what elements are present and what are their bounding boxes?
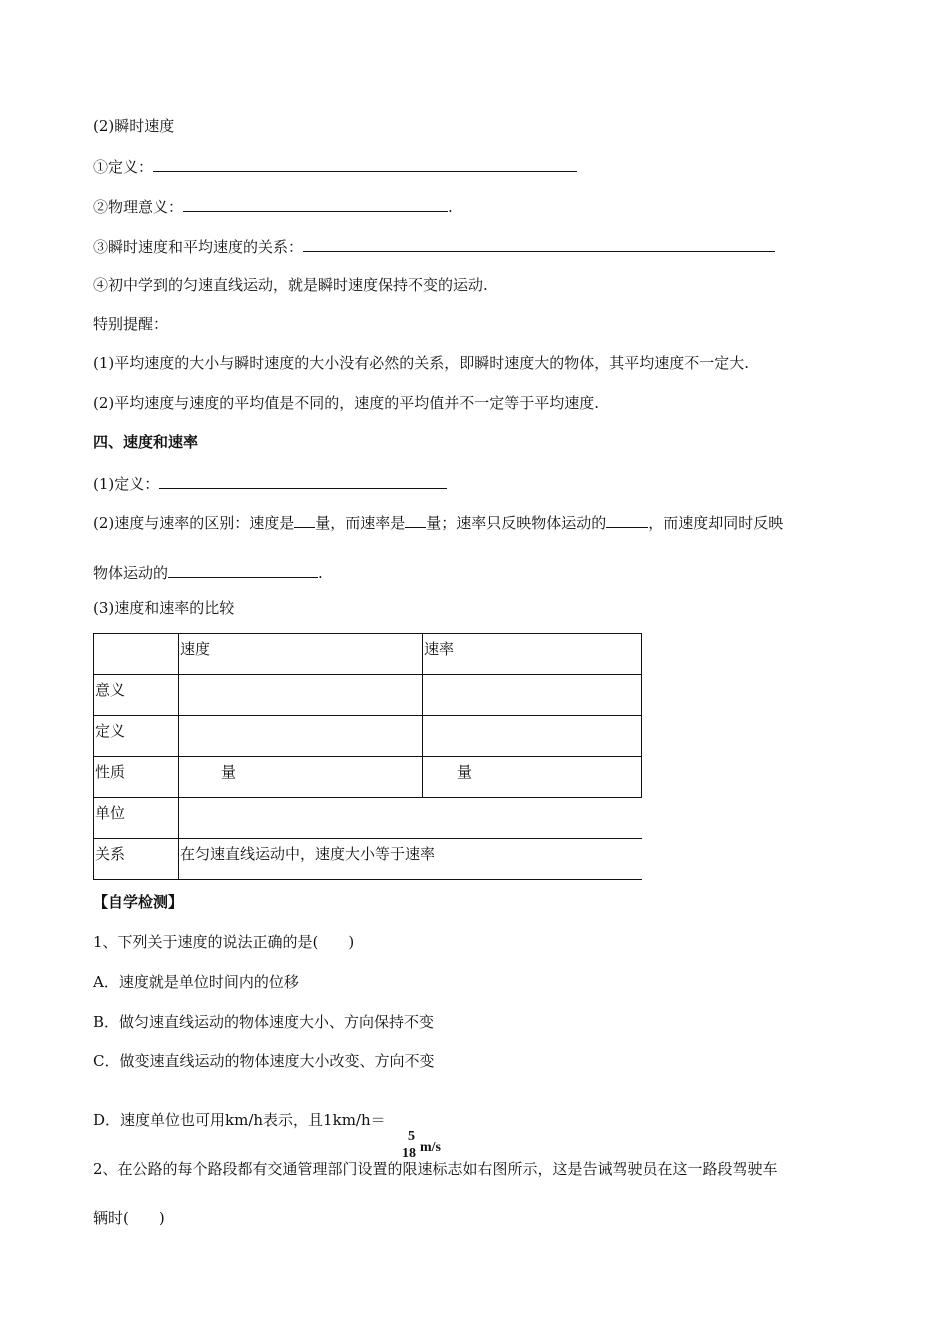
reminder-item-2: (2)平均速度与速度的平均值是不同的，速度的平均值并不一定等于平均速度. — [93, 394, 600, 412]
comparison-table — [93, 633, 642, 880]
definition-label: ①定义： — [93, 158, 154, 176]
question-2: 2、在公路的每个路段都有交通管理部门设置的限速标志如右图所示，这是告诫驾驶员在这一路段驾驶车 — [93, 1160, 778, 1178]
difference-text-d: ，而速度却同时反映 — [648, 514, 784, 532]
speed-definition-line — [93, 472, 447, 494]
difference-text-b: 量，而速率是 — [315, 514, 406, 532]
row-label: 性质 — [94, 757, 179, 798]
relation-blank[interactable] — [303, 235, 775, 252]
table-cell-rate[interactable] — [423, 675, 642, 716]
difference-line — [93, 511, 783, 533]
difference-text-c: 量；速率只反映物体运动的 — [426, 514, 607, 532]
reminder-title: 特别提醒： — [93, 315, 169, 333]
fraction-denominator: 18 — [402, 1146, 416, 1161]
reminder-item-1: (1)平均速度的大小与瞬时速度的大小没有必然的关系，即瞬时速度大的物体，其平均速度不一定大. — [93, 354, 750, 372]
table-cell-speed[interactable]: 量 — [179, 757, 423, 798]
difference-text-e: 物体运动的 — [93, 564, 169, 582]
self-test-heading: 【自学检测】 — [93, 893, 184, 911]
meaning-label: ②物理意义： — [93, 198, 184, 216]
comparison-caption: (3)速度和速率的比较 — [93, 599, 235, 617]
uniform-motion-note: ④初中学到的匀速直线运动，就是瞬时速度保持不变的运动. — [93, 276, 488, 294]
question-1: 1、下列关于速度的说法正确的是( ) — [93, 933, 355, 951]
question-1-option-c[interactable]: C．做变速直线运动的物体速度大小改变、方向不变 — [93, 1052, 435, 1070]
table-cell-speed[interactable] — [179, 675, 423, 716]
table-header-cell — [94, 634, 179, 675]
question-1-option-b[interactable]: B．做匀速直线运动的物体速度大小、方向保持不变 — [93, 1013, 435, 1031]
row-label: 定义 — [94, 716, 179, 757]
fraction-numerator: 5 — [408, 1129, 415, 1144]
row-label: 关系 — [94, 839, 179, 880]
table-cell-rate[interactable]: 量 — [423, 757, 642, 798]
meaning-blank[interactable] — [183, 195, 448, 212]
question-1-option-a[interactable]: A．速度就是单位时间内的位移 — [93, 973, 299, 991]
difference-text-f: . — [318, 564, 323, 582]
section-title-instant-speed: (2)瞬时速度 — [93, 117, 175, 135]
row-label: 意义 — [94, 675, 179, 716]
difference-text-a: (2)速度与速率的区别：速度是 — [93, 514, 295, 532]
velocity-reflects-blank[interactable] — [168, 561, 318, 578]
relation-line — [93, 235, 775, 257]
table-row — [94, 757, 642, 798]
table-row — [94, 675, 642, 716]
definition-line — [93, 155, 577, 177]
relation-label: ③瞬时速度和平均速度的关系： — [93, 238, 304, 256]
rate-reflects-blank[interactable] — [606, 511, 648, 528]
meaning-period: . — [448, 198, 453, 216]
table-cell-merged[interactable] — [179, 798, 642, 839]
table-row — [94, 839, 642, 880]
question-1-option-d[interactable]: D．速度单位也可用km/h表示，且1km/h＝ — [93, 1111, 386, 1129]
table-row — [94, 716, 642, 757]
table-cell-merged: 在匀速直线运动中，速度大小等于速率 — [179, 839, 642, 880]
difference-line-2 — [93, 561, 323, 583]
table-cell-speed[interactable] — [179, 716, 423, 757]
table-header-cell: 速度 — [179, 634, 423, 675]
section-heading-speed-rate: 四、速度和速率 — [93, 433, 199, 451]
row-label: 单位 — [94, 798, 179, 839]
fraction-unit: m/s — [420, 1140, 441, 1155]
definition-blank[interactable] — [153, 155, 577, 172]
table-header-cell: 速率 — [423, 634, 642, 675]
table-cell-rate[interactable] — [423, 716, 642, 757]
speed-definition-blank[interactable] — [159, 472, 447, 489]
question-2-continued: 辆时( ) — [93, 1209, 165, 1227]
meaning-line — [93, 195, 453, 217]
speed-definition-label: (1)定义： — [93, 475, 160, 493]
table-header-row — [94, 634, 642, 675]
velocity-type-blank[interactable] — [294, 511, 315, 528]
rate-type-blank[interactable] — [405, 511, 426, 528]
table-row — [94, 798, 642, 839]
